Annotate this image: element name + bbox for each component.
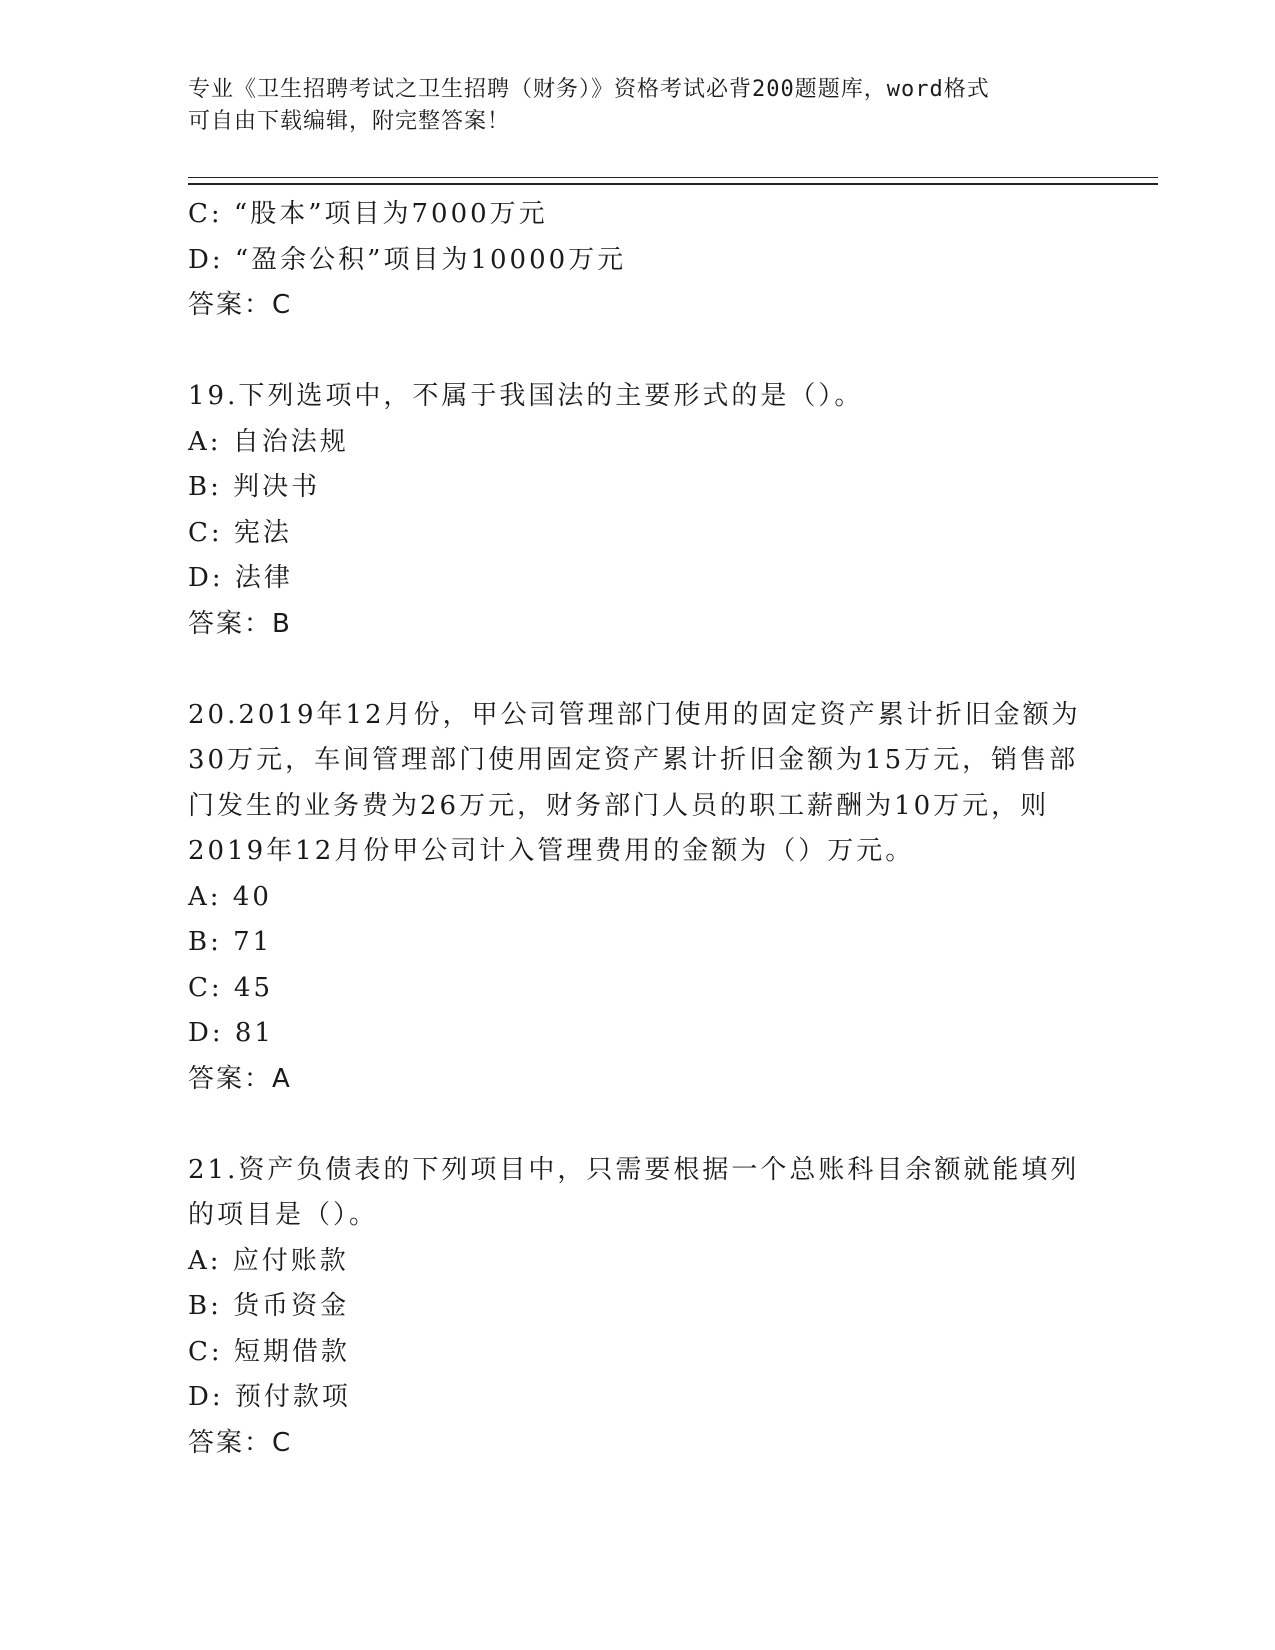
option-c: C: 短期借款	[188, 1336, 350, 1367]
question-stem-line-1: 20.2019年12月份，甲公司管理部门使用的固定资产累计折旧金额为	[188, 699, 1081, 730]
answer: 答案：C	[188, 290, 293, 320]
header-line-1: 专业《卫生招聘考试之卫生招聘（财务）》资格考试必背200题题库，word格式	[188, 77, 990, 102]
header-line-2: 可自由下载编辑，附完整答案！	[188, 109, 511, 134]
question-stem-line-4: 2019年12月份甲公司计入管理费用的金额为（）万元。	[188, 836, 915, 866]
question-19	[188, 374, 1088, 647]
question-stem-line-2: 的项目是（）。	[188, 1200, 379, 1230]
page-header	[188, 74, 1088, 138]
question-stem-line-3: 门发生的业务费为26万元，财务部门人员的职工薪酬为10万元，则	[188, 790, 1050, 821]
question-21	[188, 1148, 1088, 1467]
option-a: A: 40	[188, 881, 272, 912]
option-d: D: 法律	[188, 563, 293, 593]
option-b: B: 货币资金	[188, 1291, 350, 1321]
option-d: D: 81	[188, 1018, 274, 1048]
option-c: C: “股本”项目为7000万元	[188, 199, 548, 229]
option-c: C: 45	[188, 972, 274, 1003]
option-b: B: 判决书	[188, 472, 321, 502]
answer: 答案：A	[188, 1063, 292, 1094]
answer: 答案：B	[188, 608, 292, 639]
option-c: C: 宪法	[188, 517, 292, 548]
option-d: D: 预付款项	[188, 1382, 351, 1412]
question-stem: 19.下列选项中，不属于我国法的主要形式的是（）。	[188, 381, 864, 411]
question-18	[188, 192, 1088, 329]
option-b: B: 71	[188, 927, 273, 957]
option-a: A: 应付账款	[188, 1245, 349, 1276]
option-a: A: 自治法规	[188, 426, 349, 457]
answer: 答案：C	[188, 1427, 293, 1458]
question-stem-line-1: 21.资产负债表的下列项目中，只需要根据一个总账科目余额就能填列	[188, 1154, 1080, 1185]
question-list	[188, 192, 1088, 1466]
question-20	[188, 693, 1088, 1103]
header-divider	[188, 177, 1158, 185]
question-stem-line-2: 30万元，车间管理部门使用固定资产累计折旧金额为15万元，销售部	[188, 745, 1079, 775]
option-d: D: “盈余公积”项目为10000万元	[188, 244, 627, 275]
